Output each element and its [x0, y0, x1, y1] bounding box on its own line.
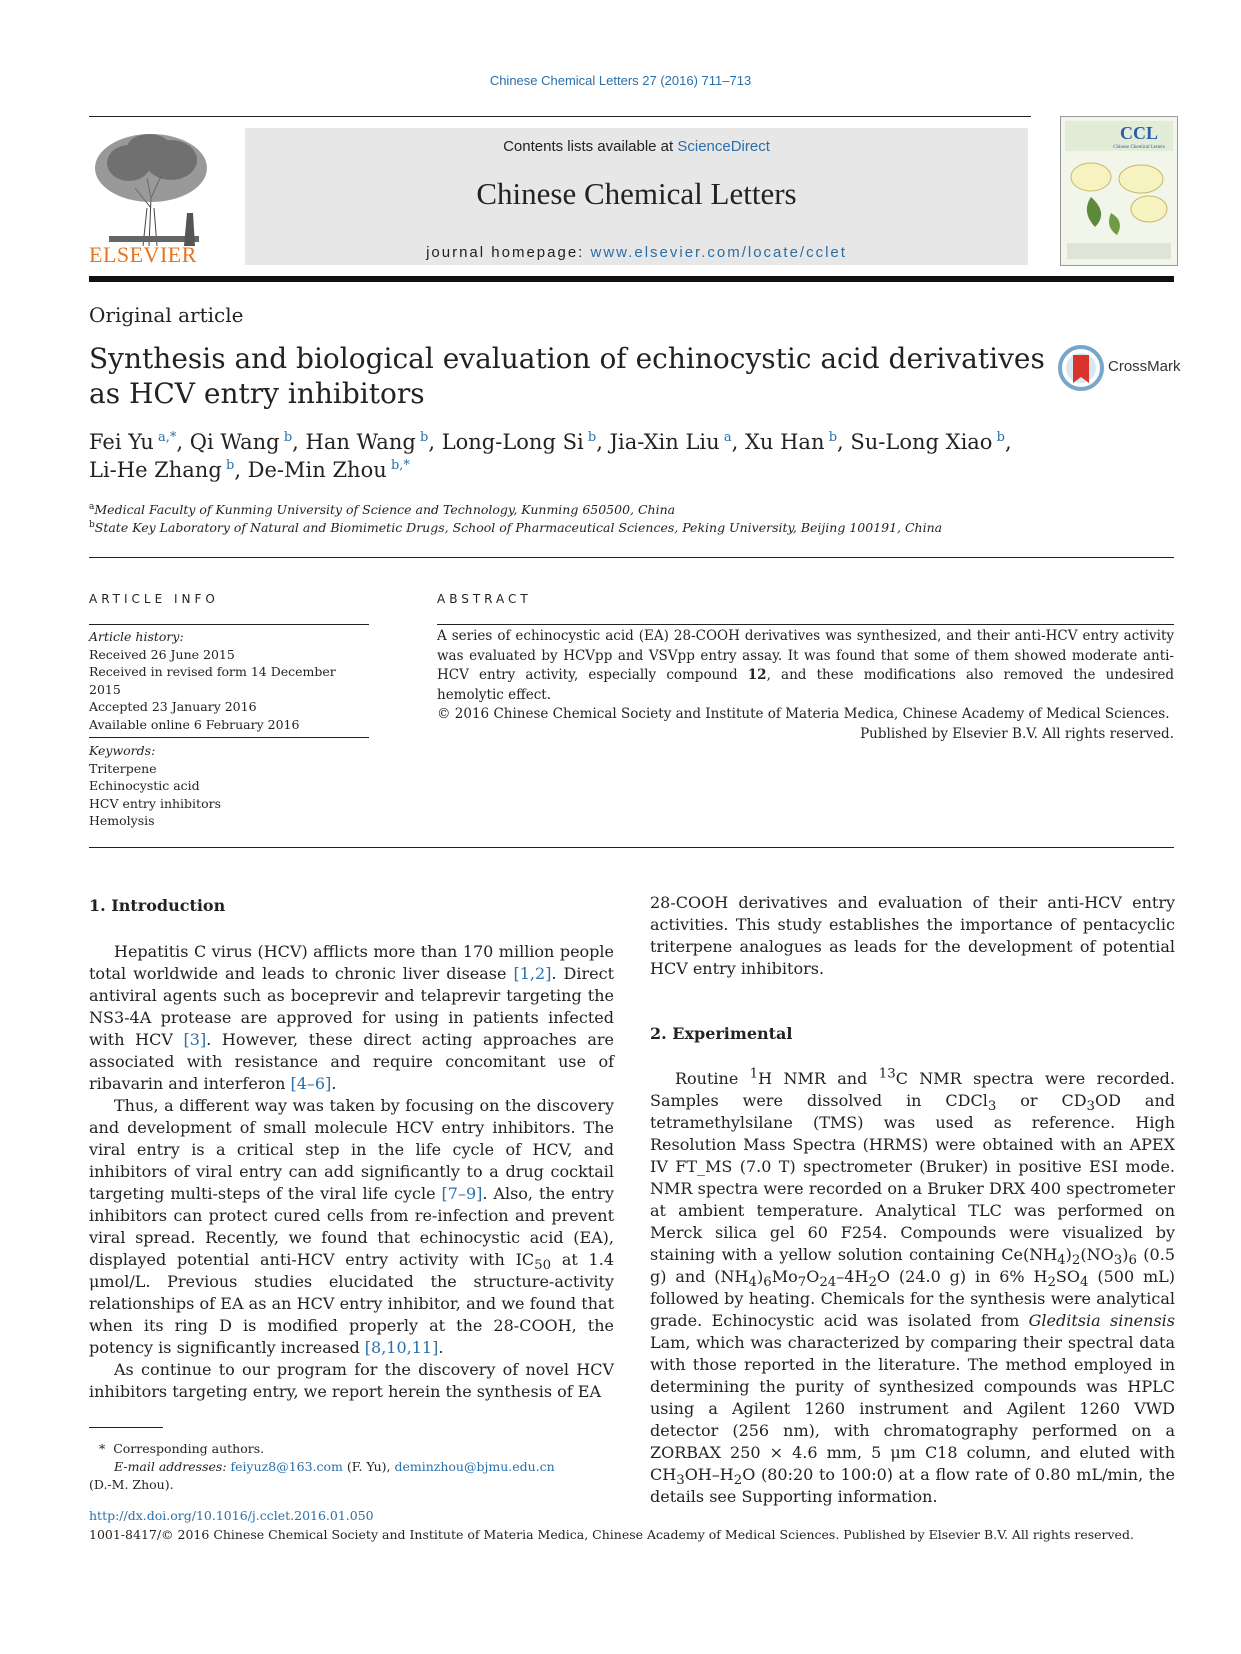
- email-link[interactable]: deminzhou@bjmu.edu.cn: [394, 1459, 555, 1474]
- affiliation: $^b$State Key Laboratory of Natural and Biomimetic Drugs, School of Pharmaceutical Sciences, Peking University, Beijing 100191, China: [89, 519, 943, 535]
- footnote: * Corresponding authors. E-mail addresses: feiyuz8@163.com (F. Yu), deminzhou@bjmu.edu.cn (D.-M. Zhou).: [89, 1441, 555, 1492]
- author[interactable]: Xu Han $^b$: [744, 430, 838, 454]
- author-affil-mark[interactable]: b: [420, 430, 429, 445]
- author[interactable]: Han Wang $^b$: [305, 430, 429, 454]
- history-item: Received in revised form 14 December 2015: [89, 664, 336, 697]
- doi-link[interactable]: http://dx.doi.org/10.1016/j.cclet.2016.01.050: [89, 1508, 374, 1523]
- homepage-prefix: journal homepage:: [426, 244, 591, 261]
- history-item: Received 26 June 2015: [89, 646, 235, 662]
- author[interactable]: Su-Long Xiao $^b$: [850, 430, 1005, 454]
- history-item: Accepted 23 January 2016: [89, 699, 257, 714]
- author[interactable]: Qi Wang $^b$: [189, 430, 293, 454]
- experimental-body: [650, 1068, 1175, 1508]
- keywords-block: Keywords: Triterpene Echinocystic acid HCV entry inhibitors Hemolysis: [89, 742, 369, 830]
- reference-link[interactable]: [1,2]: [513, 964, 552, 983]
- article-info-heading: ARTICLE INFO: [89, 592, 219, 606]
- keyword[interactable]: Triterpene: [89, 760, 157, 776]
- paragraph: Thus, a different way was taken by focusing on the discovery and development of small molecule HCV entry inhibitors. The viral entry is a critical step in the life cycle of HCV, and inhibitors of viral entry can add significantly to a drug cocktail targeting multi-steps of the viral life cycle [7–9]. Also, the entry inhibitors can protect cured cells from re-infection and prevent viral spread. Recently, we found that echinocystic acid (EA), displayed potential anti-HCV entry activity with $IC_{50}$ at 1.4 μmol/L. Previous studies elucidated the structure-activity relationships of EA as an HCV entry inhibitor, and we found that when its ring D is modified properly at the 28-COOH, the potency is significantly increased [8,10,11].: [89, 1096, 614, 1357]
- cover-art: [1061, 117, 1177, 265]
- affiliation: $^a$Medical Faculty of Kunming University of Science and Technology, Kunming 650500, China: [89, 501, 676, 517]
- paragraph: As continue to our program for the discovery of novel HCV inhibitors targeting entry, we report herein the synthesis of EA: [89, 1360, 614, 1401]
- author-affil-mark[interactable]: a: [723, 430, 732, 445]
- journal-cover-thumbnail[interactable]: [1060, 116, 1178, 266]
- author[interactable]: Fei Yu $^{a,*}$: [89, 430, 177, 454]
- reference-link[interactable]: [8,10,11]: [364, 1338, 439, 1357]
- article-history: Article history: Received 26 June 2015 Received in revised form 14 December 2015 Accepted 23 January 2016 Available online 6 February 2016: [89, 628, 369, 733]
- paragraph: Routine $^1$H NMR and $^{13}$C NMR spectra were recorded. Samples were dissolved in CDCl$_3$ or $CD_3OD$ and tetramethylsilane (TMS) was used as reference. High Resolution Mass Spectra (HRMS) were obtained with an APEX IV FT_MS (7.0 T) spectrometer (Bruker) in positive ESI mode. NMR spectra were recorded on a Bruker DRX 400 spectrometer at ambient temperature. Analytical TLC was performed on Merck silica gel 60 F254. Compounds were visualized by staining with a yellow solution containing $Ce(NH_4)_2(NO_3)_6$ (0.5 g) and $(NH_4)_6Mo_7O_{24}-4H_2O$ (24.0 g) in 6% $H_2SO_4$ (500 mL) followed by heating. Chemicals for the synthesis were analytical grade. Echinocystic acid was isolated from Gleditsia sinensis Lam, which was characterized by comparing their spectral data with those reported in the literature. The method employed in determining the purity of synthesized compounds was HPLC using a Agilent 1260 instrument and Agilent 1260 VWD detector (256 nm), with chromatography performed on a ZORBAX 250 × 4.6 mm, 5 μm C18 column, and eluted with $CH_3OH-H_2O$ (80:20 to 100:0) at a flow rate of 0.80 mL/min, the details see Supporting information.: [650, 1066, 1176, 1506]
- contents-prefix: Contents lists available at: [503, 138, 678, 155]
- reference-link[interactable]: [7–9]: [441, 1184, 483, 1203]
- author[interactable]: De-Min Zhou $^{b,*}$: [247, 458, 410, 482]
- keyword[interactable]: Hemolysis: [89, 813, 155, 828]
- abstract-heading: ABSTRACT: [437, 592, 532, 606]
- intro-body: [89, 941, 614, 1403]
- reference-link[interactable]: [3]: [183, 1030, 207, 1049]
- info-rule: [89, 737, 369, 738]
- paragraph: Hepatitis C virus (HCV) afflicts more than 170 million people total worldwide and leads to chronic liver disease [1,2]. Direct antiviral agents such as boceprevir and telaprevir targeting the NS3-4A protease are approved for using in patients infected with HCV [3]. However, these direct acting approaches are associated with resistance and require concomitant use of ribavarin and interferon [4–6].: [89, 942, 615, 1093]
- journal-title: Chinese Chemical Letters: [476, 176, 797, 211]
- crossmark-label: CrossMark: [1108, 358, 1181, 375]
- article-type: Original article: [89, 303, 244, 327]
- history-item: Available online 6 February 2016: [89, 716, 300, 732]
- reference-link[interactable]: [4–6]: [290, 1074, 332, 1093]
- email-link[interactable]: feiyuz8@163.com: [230, 1459, 343, 1474]
- tree-icon: [89, 128, 215, 246]
- author-list: Fei Yu $^{a,*}$, Qi Wang $^b$, Han Wang $^b$, Long-Long Si $^b$, Jia-Xin Liu $^a$, Xu Han $^b$, Su-Long Xiao $^b$, Li-He Zhang $^b$, De-Min Zhou $^{b,*}$: [89, 430, 1012, 482]
- crossmark-icon: [1058, 345, 1104, 391]
- experimental-heading: 2. Experimental: [650, 1024, 793, 1043]
- abstract-copyright: © 2016 Chinese Chemical Society and Institute of Materia Medica, Chinese Academy of Medical Sciences.: [437, 706, 1170, 722]
- keyword[interactable]: Echinocystic acid: [89, 778, 200, 793]
- sciencedirect-link[interactable]: ScienceDirect: [677, 138, 770, 155]
- elsevier-logo[interactable]: [89, 128, 215, 268]
- author-affil-mark[interactable]: b: [828, 430, 838, 445]
- elsevier-wordmark: ELSEVIER: [89, 242, 197, 267]
- author-affil-mark[interactable]: b,*: [390, 458, 410, 473]
- section-rule: [89, 847, 1174, 848]
- abstract-text: A series of echinocystic acid (EA) 28-COOH derivatives was synthesized, and their anti-HCV entry activity was evaluated by HCVpp and VSVpp entry assay. It was found that some of them showed moderate anti-HCV entry activity, especially compound 12, and these modifications also removed the undesired hemolytic effect. © 2016 Chinese Chemical Society and Institute of Materia Medica, Chinese Academy of Medical Sciences. Published by Elsevier B.V. All rights reserved.: [437, 627, 1174, 744]
- crossmark-badge[interactable]: [1058, 345, 1198, 393]
- author-affil-mark[interactable]: a,*: [158, 430, 177, 445]
- author-affil-mark[interactable]: b: [283, 430, 293, 445]
- journal-citation[interactable]: Chinese Chemical Letters 27 (2016) 711–713: [489, 73, 752, 88]
- info-rule: [89, 624, 369, 625]
- author[interactable]: Long-Long Si $^b$: [441, 430, 597, 454]
- intro-continuation: [650, 892, 1175, 980]
- footnote-rule: [89, 1427, 163, 1428]
- intro-heading: 1. Introduction: [89, 896, 226, 915]
- header-thick-rule: [89, 276, 1174, 282]
- cover-ccl-label: CCL: [1119, 123, 1159, 143]
- keyword[interactable]: HCV entry inhibitors: [89, 795, 221, 811]
- author-affil-mark[interactable]: b: [587, 430, 597, 445]
- abstract-publisher: Published by Elsevier B.V. All rights reserved.: [860, 725, 1174, 742]
- journal-homepage: [245, 244, 1028, 261]
- contents-line: [245, 138, 1028, 155]
- header-rule: [89, 116, 1031, 117]
- homepage-link[interactable]: www.elsevier.com/locate/cclet: [590, 244, 847, 261]
- author-affil-mark[interactable]: b: [225, 458, 235, 473]
- paragraph: 28-COOH derivatives and evaluation of their anti-HCV entry activities. This study establishes the importance of pentacyclic triterpene analogues as leads for the development of potential HCV entry inhibitors.: [650, 893, 1175, 978]
- section-rule: [89, 557, 1174, 558]
- cover-subtitle: Chinese Chemical Letters: [1113, 145, 1165, 150]
- author-affil-mark[interactable]: b: [996, 430, 1005, 445]
- author[interactable]: Jia-Xin Liu $^a$: [609, 430, 732, 454]
- journal-banner: [245, 128, 1028, 265]
- author[interactable]: Li-He Zhang $^b$: [89, 458, 235, 482]
- abstract-rule: [437, 624, 1174, 625]
- issn-copyright: 1001-8417/© 2016 Chinese Chemical Society and Institute of Materia Medica, Chinese Academy of Medical Sciences. Published by Elsevier B.V. All rights reserved.: [89, 1527, 1134, 1542]
- article-title: Synthesis and biological evaluation of echinocystic acid derivatives as HCV entry inhibitors: [89, 342, 1045, 410]
